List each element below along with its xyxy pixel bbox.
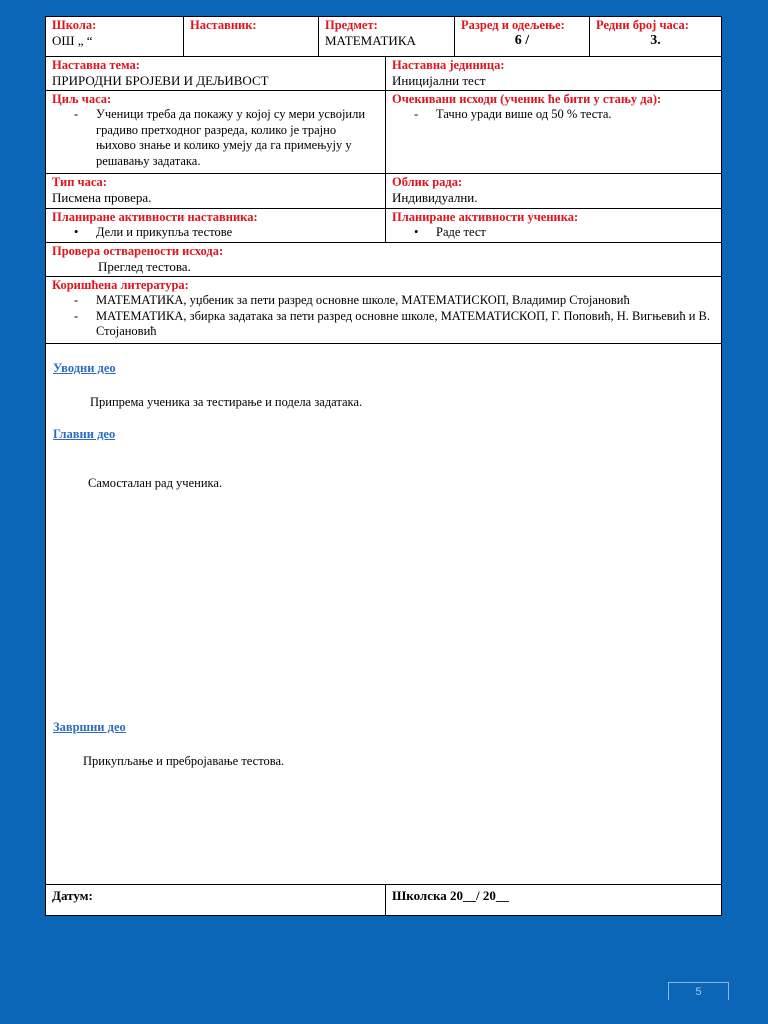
dash-marker: - [414, 107, 419, 121]
goal-row [46, 91, 721, 174]
type-row [46, 174, 721, 209]
date-label: Датум: [52, 888, 93, 903]
type-cell [46, 174, 385, 208]
student-activities-cell [385, 209, 721, 242]
school-year-label: Школска 20__/ 20__ [392, 888, 509, 903]
form-value: Индивидуални. [392, 190, 478, 205]
grade-value: 6 / [514, 33, 530, 48]
lesson-number-cell [589, 17, 721, 56]
page-number: 5 [668, 982, 729, 1000]
list-item [52, 293, 715, 309]
bullet-marker: • [74, 225, 79, 239]
check-row [46, 243, 721, 277]
outcomes-cell [385, 91, 721, 173]
teacher-activities-label: Планиране активности наставника: [52, 210, 258, 224]
list-item [52, 309, 715, 340]
list-item [392, 225, 715, 241]
unit-label: Наставна јединица: [392, 58, 505, 72]
literature-label: Коришћена литература: [52, 278, 189, 292]
goal-label: Циљ часа: [52, 92, 112, 106]
topic-label: Наставна тема: [52, 58, 140, 72]
outcomes-item-text: Тачно уради више од 50 % теста. [436, 107, 612, 121]
teacher-activities-list [52, 225, 379, 241]
topic-cell [46, 57, 385, 90]
goal-list [52, 107, 379, 169]
unit-cell [385, 57, 721, 90]
activities-row [46, 209, 721, 243]
school-year-cell [385, 885, 721, 915]
bullet-marker: • [414, 225, 419, 239]
header-row [46, 17, 721, 57]
list-item [392, 107, 715, 123]
check-cell [46, 243, 721, 276]
teacher-activities-cell [46, 209, 385, 242]
literature-item-text: МАТЕМАТИКА, збирка задатака за пети разред основне школе, МАТЕМАТИСКОП, Г. Поповић, Н. Вигњевић и В. Стојановић [96, 308, 711, 338]
teacher-activity-text: Дели и прикупља тестове [96, 225, 233, 239]
type-value: Писмена провера. [52, 190, 152, 205]
teacher-cell [183, 17, 318, 56]
lesson-number-value: 3. [650, 33, 661, 48]
teacher-label: Наставник: [190, 18, 257, 32]
final-section-text: Прикупљање и пребројавање тестова. [83, 754, 285, 768]
footer-row [46, 885, 721, 915]
lesson-number-label: Редни број часа: [596, 18, 689, 32]
final-section-title: Завршни део [53, 720, 126, 734]
form-label: Облик рада: [392, 175, 463, 189]
student-activities-label: Планиране активности ученика: [392, 210, 579, 224]
literature-row [46, 277, 721, 344]
literature-list [52, 293, 715, 340]
date-cell [46, 885, 385, 915]
main-section-title: Главни део [53, 427, 116, 441]
dash-marker: - [74, 308, 79, 323]
topic-row [46, 57, 721, 91]
dash-marker: - [74, 293, 79, 307]
outcomes-label: Очекивани исходи (ученик ће бити у стању да): [392, 92, 662, 106]
school-cell [46, 17, 183, 56]
grade-label: Разред и одељење: [461, 18, 565, 32]
lesson-plan-sheet [45, 16, 722, 916]
literature-cell [46, 277, 721, 343]
student-activities-list [392, 225, 715, 241]
topic-value: ПРИРОДНИ БРОЈЕВИ И ДЕЉИВОСТ [52, 73, 269, 88]
intro-section-text: Припрема ученика за тестирање и подела задатака. [90, 395, 363, 409]
unit-value: Иницијални тест [392, 73, 486, 88]
school-value: ОШ „ “ [52, 33, 93, 48]
lesson-flow-row [46, 344, 721, 885]
student-activity-text: Раде тест [436, 225, 486, 239]
goal-item-text: Ученици треба да покажу у којој су мери усвојили градиво претходног разреда, колико је трајно њихово знање и колико умеју да га примењују у решавању задатака. [96, 107, 366, 168]
form-cell [385, 174, 721, 208]
main-section-text: Самосталан рад ученика. [88, 476, 223, 490]
list-item [52, 225, 379, 241]
type-label: Тип часа: [52, 175, 107, 189]
dash-marker: - [74, 107, 79, 121]
subject-cell [318, 17, 454, 56]
intro-section-title: Уводни део [53, 361, 116, 375]
check-value: Преглед тестова. [98, 259, 191, 274]
check-label: Провера остварености исхода: [52, 244, 224, 258]
school-label: Школа: [52, 18, 97, 32]
goal-cell [46, 91, 385, 173]
subject-label: Предмет: [325, 18, 378, 32]
subject-value: МАТЕМАТИКА [325, 33, 416, 48]
outcomes-list [392, 107, 715, 123]
literature-item-text: МАТЕМАТИКА, уџбеник за пети разред основне школе, МАТЕМАТИСКОП, Владимир Стојановић [96, 293, 630, 307]
list-item [52, 107, 379, 169]
grade-cell [454, 17, 589, 56]
